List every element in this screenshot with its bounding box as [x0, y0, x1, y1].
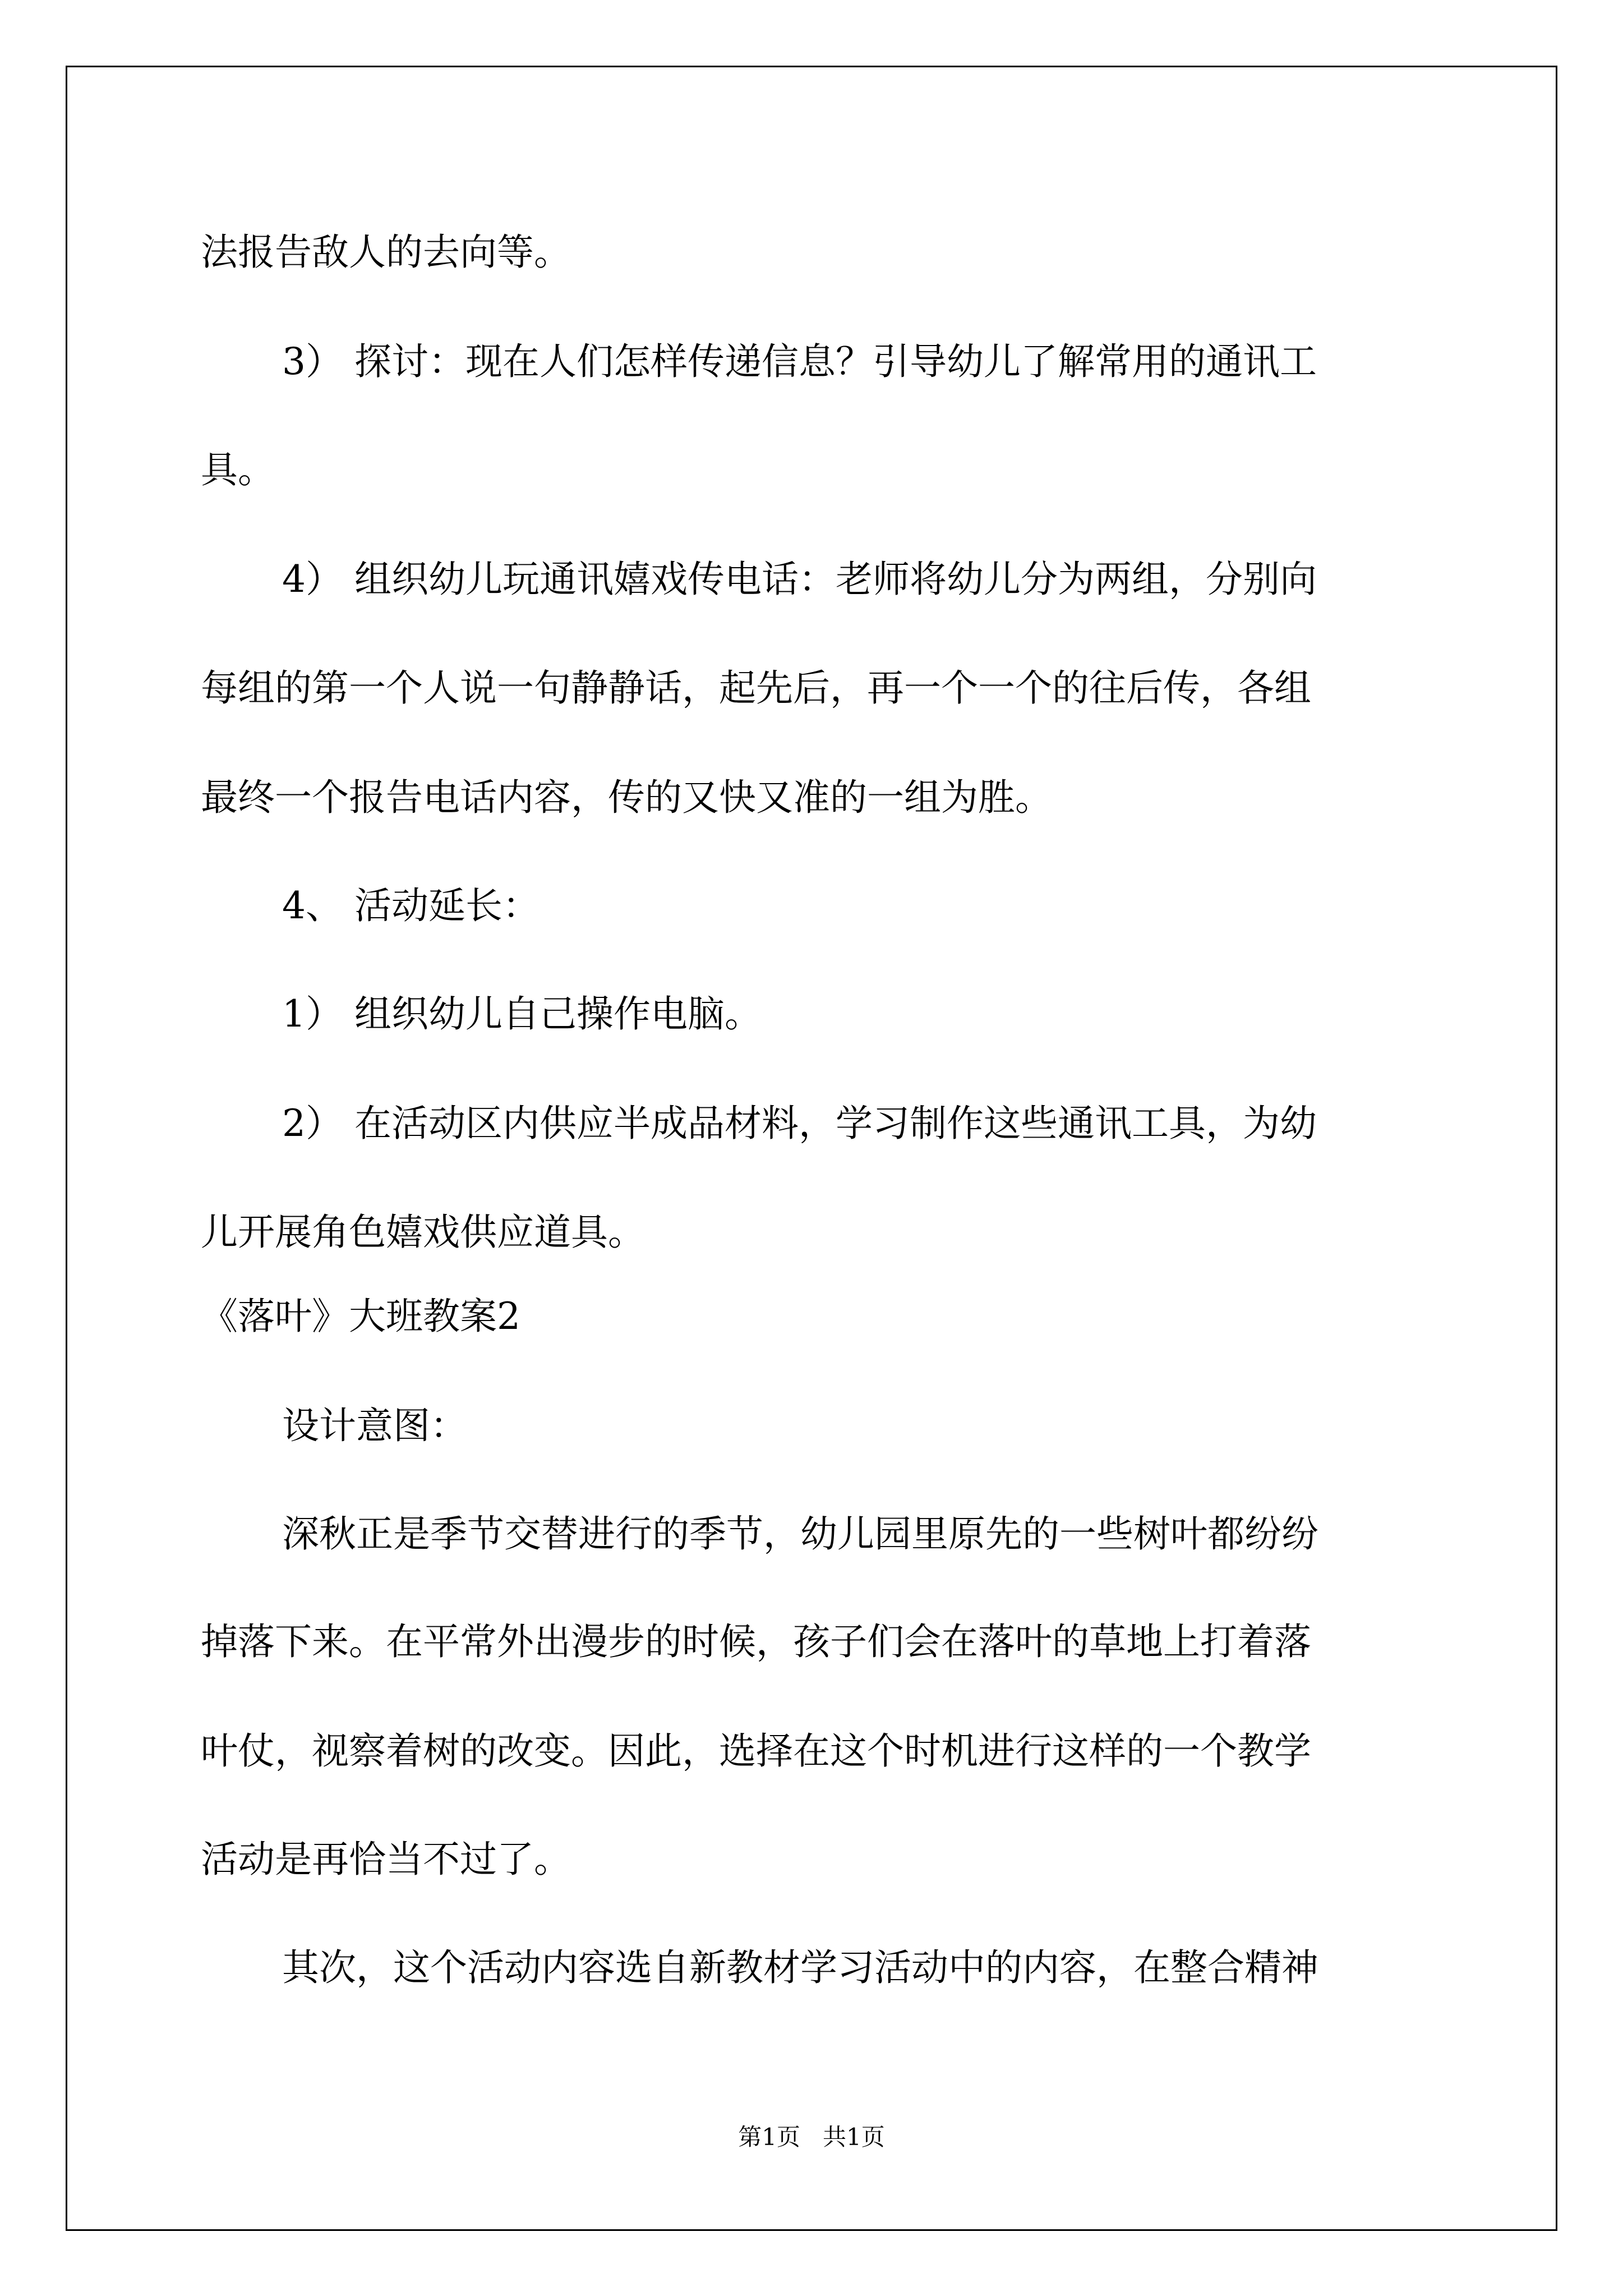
text-line: 2） 在活动区内供应半成品材料，学习制作这些通讯工具，为幼 [282, 1102, 1317, 1145]
section-heading: 《落叶》大班教案2 [201, 1295, 520, 1338]
text-line: 活动是再恰当不过了。 [201, 1838, 571, 1881]
text-line: 掉落下来。在平常外出漫步的时候，孩子们会在落叶的草地上打着落 [201, 1620, 1311, 1663]
text-line: 儿开展角色嬉戏供应道具。 [201, 1211, 645, 1254]
text-line: 1） 组织幼儿自己操作电脑。 [282, 992, 762, 1036]
text-line: 设计意图： [282, 1404, 467, 1447]
text-line: 4） 组织幼儿玩通讯嬉戏传电话：老师将幼儿分为两组，分别向 [282, 558, 1317, 601]
text-line: 深秋正是季节交替进行的季节，幼儿园里原先的一些树叶都纷纷 [282, 1512, 1318, 1556]
page-footer: 第1页 共1页 [738, 2123, 885, 2151]
text-line: 3） 探讨：现在人们怎样传递信息？引导幼儿了解常用的通讯工 [282, 340, 1317, 383]
text-line: 每组的第一个人说一句静静话，起先后，再一个一个的往后传，各组 [201, 666, 1311, 710]
text-line: 4、 活动延长： [282, 884, 540, 927]
text-line: 最终一个报告电话内容，传的又快又准的一组为胜。 [201, 776, 1052, 819]
text-line: 法报告敌人的去向等。 [201, 231, 571, 274]
text-line: 具。 [201, 448, 275, 491]
text-line: 其次，这个活动内容选自新教材学习活动中的内容，在整合精神 [282, 1946, 1318, 1989]
text-line: 叶仗，视察着树的改变。因此，选择在这个时机进行这样的一个教学 [201, 1729, 1311, 1773]
